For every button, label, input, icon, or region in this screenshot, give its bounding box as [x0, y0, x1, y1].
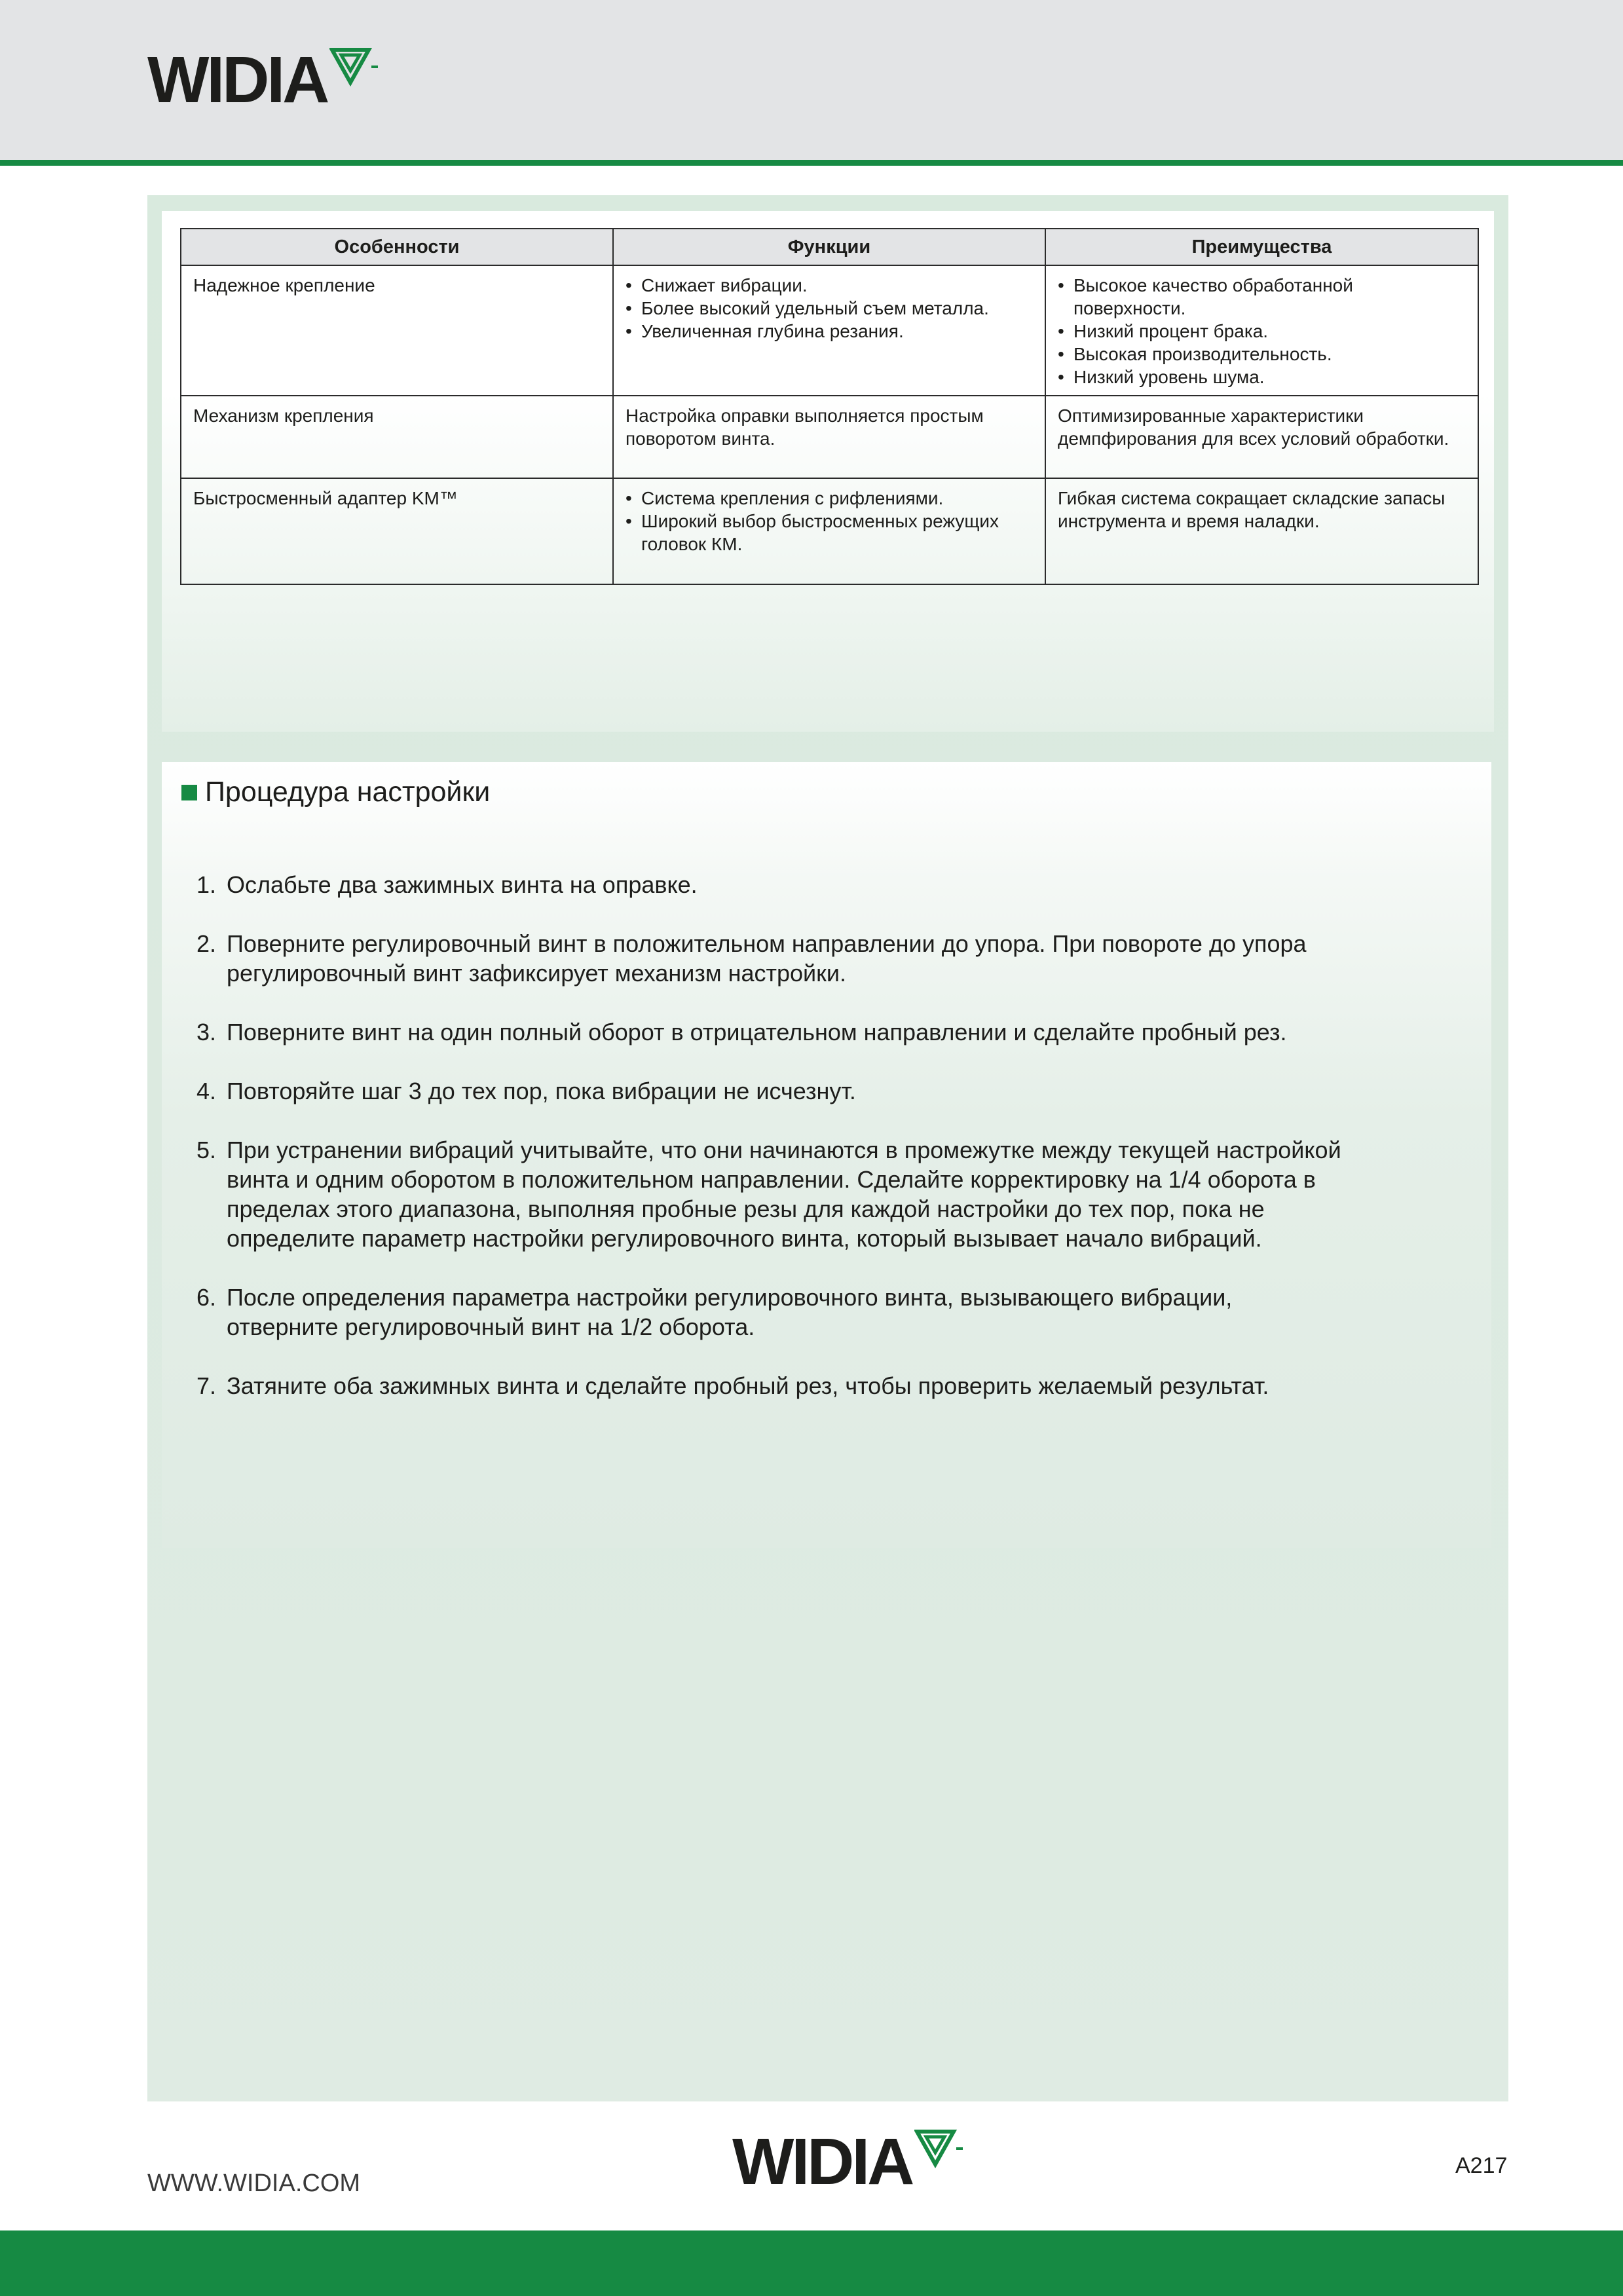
step-number: 4. [196, 1078, 217, 1104]
section-title: Процедура настройки [205, 776, 491, 808]
features-table [180, 228, 1479, 585]
step-text: После определения параметра настройки регулировочного винта, вызывающего вибрации, отверните регулировочный винт на 1/2 оборота. [227, 1284, 1233, 1340]
list-item: • Система крепления с рифлениями. [625, 487, 1033, 510]
list-item: • Высокое качество обработанной поверхности. [1058, 274, 1466, 320]
step-number: 1. [196, 871, 217, 898]
list-item: • Низкий процент брака. [1058, 320, 1466, 343]
feature-cell: Быстросменный адаптер KM™ [181, 478, 613, 584]
footer-bar [0, 2230, 1623, 2296]
green-square-icon [181, 785, 197, 800]
table-row [181, 396, 1478, 478]
table-row [181, 478, 1478, 584]
step-item [196, 1283, 1349, 1342]
step-text: Затяните оба зажимных винта и сделайте пробный рез, чтобы проверить желаемый результат. [227, 1372, 1269, 1399]
step-number: 2. [196, 930, 217, 957]
page-header [0, 0, 1623, 166]
list-item: • Увеличенная глубина резания. [625, 320, 1033, 343]
feature-cell: Надежное крепление [181, 265, 613, 396]
step-number: 6. [196, 1284, 217, 1311]
step-number: 7. [196, 1372, 217, 1399]
step-item [196, 1017, 1349, 1047]
procedure-steps [196, 870, 1349, 1430]
list-item: • Снижает вибрации. [625, 274, 1033, 297]
table-header-cell: Особенности [181, 229, 613, 265]
functions-cell [613, 478, 1045, 584]
list-item: • Низкий уровень шума. [1058, 366, 1466, 388]
step-text: Ослабьте два зажимных винта на оправке. [227, 871, 698, 898]
step-item [196, 1135, 1349, 1253]
step-text: При устранении вибраций учитывайте, что они начинаются в промежутке между текущей настройкой винта и одним оборотом в положительном направлении. Сделайте корректировку на 1/4 оборота в пределах этого диапазона, выполняя пробные резы для каждой настройки до тех пор, пока не определите параметр настройки регулировочного винта, который вызывает начало вибраций. [227, 1137, 1341, 1252]
step-item [196, 870, 1349, 899]
functions-cell: Настройка оправки выполняется простым поворотом винта. [613, 396, 1045, 478]
section-heading [181, 776, 490, 808]
benefits-cell: Оптимизированные характеристики демпфирования для всех условий обработки. [1045, 396, 1478, 478]
functions-cell [613, 265, 1045, 396]
logo-wordmark: WIDIA [147, 43, 327, 117]
step-item [196, 1076, 1349, 1106]
widia-triangle-logo-icon [329, 46, 381, 93]
table-row [181, 265, 1478, 396]
feature-cell: Механизм крепления [181, 396, 613, 478]
step-number: 3. [196, 1019, 217, 1045]
list-item: • Высокая производительность. [1058, 343, 1466, 366]
table-header-cell: Преимущества [1045, 229, 1478, 265]
step-text: Поверните винт на один полный оборот в отрицательном направлении и сделайте пробный рез. [227, 1019, 1287, 1045]
widia-triangle-logo-icon [914, 2128, 965, 2175]
logo-wordmark: WIDIA [732, 2125, 912, 2198]
page-number: A217 [1455, 2153, 1508, 2178]
benefits-cell: Гибкая система сокращает складские запасы инструмента и время наладки. [1045, 478, 1478, 584]
table-header-row [181, 229, 1478, 265]
benefits-cell [1045, 265, 1478, 396]
list-item: • Более высокий удельный съем металла. [625, 297, 1033, 320]
widia-logo-footer [732, 2125, 965, 2198]
table-header-cell: Функции [613, 229, 1045, 265]
widia-logo [147, 43, 381, 117]
step-text: Поверните регулировочный винт в положительном направлении до упора. При повороте до упора регулировочный винт зафиксирует механизм настройки. [227, 930, 1307, 987]
step-number: 5. [196, 1137, 217, 1163]
step-item [196, 1371, 1349, 1401]
step-text: Повторяйте шаг 3 до тех пор, пока вибрации не исчезнут. [227, 1078, 856, 1104]
step-item [196, 929, 1349, 988]
website-link[interactable]: WWW.WIDIA.COM [147, 2170, 361, 2197]
list-item: • Широкий выбор быстросменных режущих головок КМ. [625, 510, 1033, 555]
